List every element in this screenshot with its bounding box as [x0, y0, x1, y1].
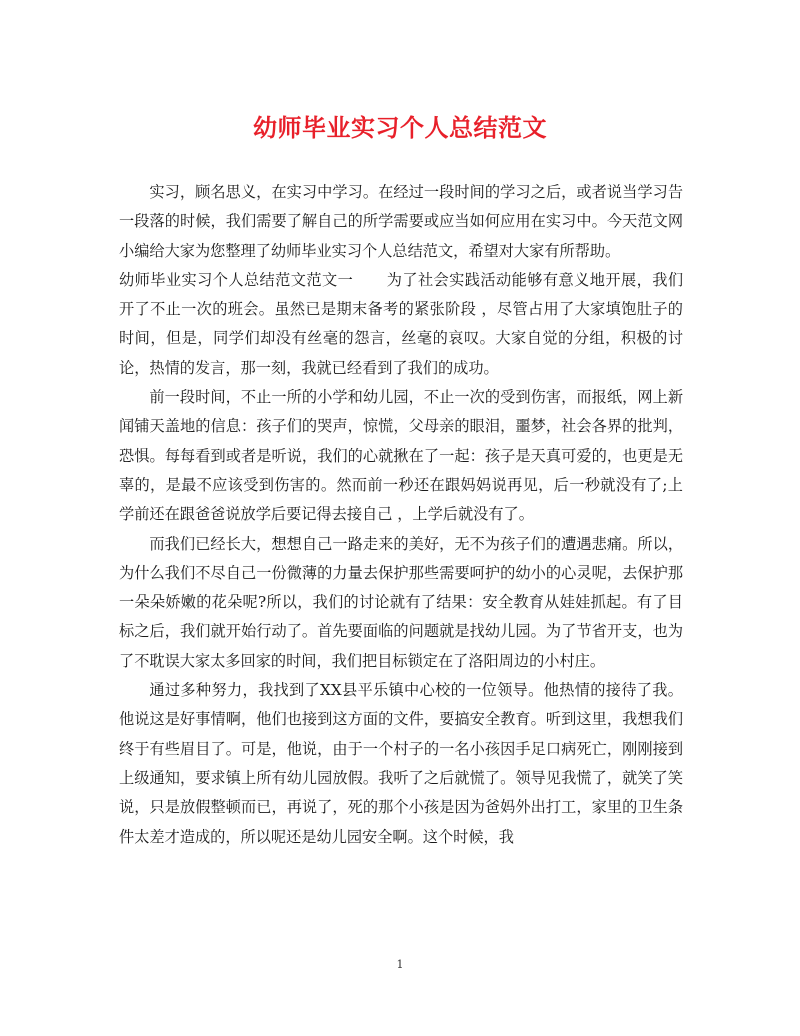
document-title: 幼师毕业实习个人总结范文 [253, 113, 547, 142]
body-paragraph: 而我们已经长大，想想自己一路走来的美好，无不为孩子们的遭遇悲痛。所以，为什么我们不尽自己一份微薄的力量去保护那些需要呵护的幼小的心灵呢，去保护那一朵朵娇嫩的花朵呢?所以，我们的讨论就有了结果：安全教育从娃娃抓起。有了目标之后，我们就开始行动了。首先要面临的问题就是找幼儿园。为了节省开支，也为了不耽误大家太多回家的时间，我们把目标锁定在了洛阳周边的小村庄。 [119, 534, 683, 670]
section-heading: 幼师毕业实习个人总结范文范文一 [119, 270, 354, 289]
page-number: 1 [396, 958, 404, 971]
intro-paragraph: 实习，顾名思义，在实习中学习。在经过一段时间的学习之后，或者说当学习告一段落的时候，我们需要了解自己的所学需要或应当如何应用在实习中。今天范文网小编给大家为您整理了幼师毕业实习个人总结范文，希望对大家有所帮助。 [119, 183, 683, 260]
document-body [119, 178, 683, 852]
section-one-paragraph [119, 266, 683, 383]
body-paragraph: 通过多种努力，我找到了XX县平乐镇中心校的一位领导。他热情的接待了我。他说这是好事情啊，他们也接到这方面的文件，要搞安全教育。听到这里，我想我们终于有些眉目了。可是，他说，由于一个村子的一名小孩因手足口病死亡，刚刚接到上级通知，要求镇上所有幼儿园放假。我听了之后就慌了。领导见我慌了，就笑了笑说，只是放假整顿而已，再说了，死的那个小孩是因为爸妈外出打工，家里的卫生条件太差才造成的，所以呢还是幼儿园安全啊。这个时候，我 [119, 681, 683, 846]
body-paragraph: 前一段时间，不止一所的小学和幼儿园，不止一次的受到伤害，而报纸，网上新闻铺天盖地的信息：孩子们的哭声，惊慌，父母亲的眼泪，噩梦，社会各界的批判，恐惧。每每看到或者是听说，我们的心就揪在了一起：孩子是天真可爱的，也更是无辜的，是最不应该受到伤害的。然而前一秒还在跟妈妈说再见，后一秒就没有了;上学前还在跟爸爸说放学后要记得去接自己 ，上学后就没有了。 [119, 388, 683, 524]
section-first-text: 为了社会实践活动能够有意义地开展，我们开了不止一次的班会。虽然已是期末备考的紧张阶段 ，尽管占用了大家填饱肚子的时间，但是，同学们却没有丝毫的怨言，丝毫的哀叹。大家自觉的分组，积极的讨论，热情的发言，那一刻，我就已经看到了我们的成功。 [119, 270, 684, 377]
